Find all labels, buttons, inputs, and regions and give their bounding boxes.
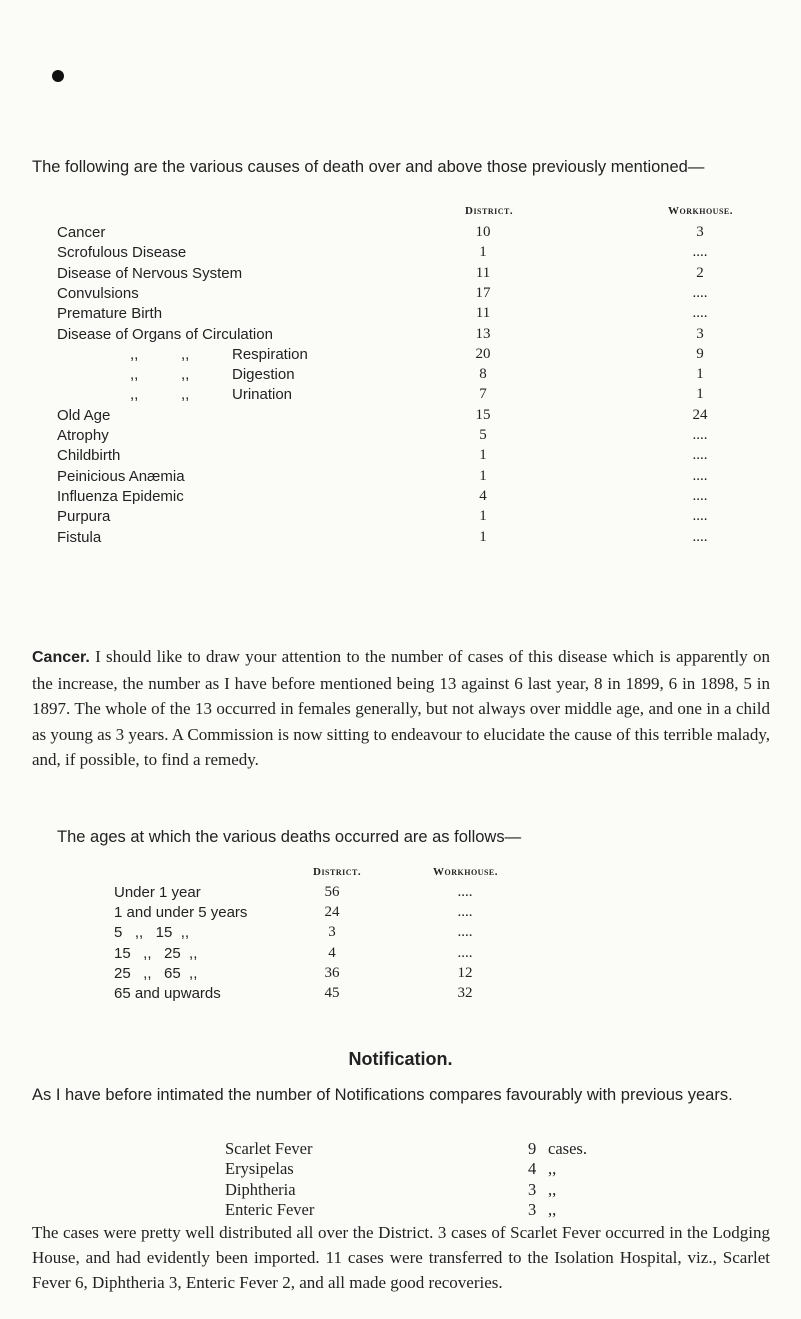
workhouse-value: .... — [692, 487, 708, 504]
case-count: 9 — [528, 1139, 537, 1158]
disease-label: Enteric Fever — [225, 1199, 315, 1219]
disease-label: Erysipelas — [225, 1159, 294, 1179]
notification-intro: As I have before intimated the number of Notifications compares favourably with previous years. — [32, 1086, 733, 1104]
workhouse-value: .... — [457, 944, 473, 961]
table-row — [0, 904, 801, 926]
table-row — [0, 965, 801, 987]
cause-label: Urination — [232, 386, 293, 404]
table-row — [0, 326, 801, 348]
causes-header-workhouse: Workhouse. — [668, 205, 733, 217]
district-value: 1 — [479, 447, 487, 464]
age-label: 65 and upwards — [114, 985, 221, 1002]
cause-label: Childbirth — [57, 447, 121, 465]
workhouse-value: .... — [692, 244, 708, 261]
district-value: 1 — [479, 528, 487, 545]
cause-label: Cancer — [57, 224, 106, 241]
workhouse-value: .... — [692, 427, 708, 443]
workhouse-value: .... — [692, 508, 708, 525]
workhouse-value: 1 — [696, 386, 704, 403]
cancer-paragraph — [32, 644, 770, 773]
ages-intro: The ages at which the various deaths occurred are as follows— — [57, 828, 522, 846]
table-row — [0, 285, 801, 307]
cause-label: Convulsions — [57, 284, 139, 302]
case-unit: cases. — [548, 1139, 587, 1158]
ages-header-workhouse: Workhouse. — [433, 866, 498, 878]
district-value: 5 — [479, 427, 487, 443]
table-row — [0, 305, 801, 327]
case-count: 3 — [528, 1199, 537, 1219]
workhouse-value: 2 — [696, 264, 704, 281]
ditto-mark: ,, — [130, 345, 139, 363]
table-row — [0, 529, 801, 551]
district-value: 10 — [475, 224, 491, 240]
list-item — [0, 1180, 801, 1202]
intro-text: The following are the various causes of death over and above those previously mentioned— — [32, 158, 705, 176]
table-row — [0, 508, 801, 530]
list-item — [0, 1139, 801, 1161]
cause-label: Purpura — [57, 508, 111, 526]
table-row — [0, 224, 801, 246]
district-value: 56 — [324, 884, 340, 900]
table-row — [0, 884, 801, 906]
district-value: 4 — [479, 487, 487, 504]
age-label: Under 1 year — [114, 884, 201, 901]
cause-label: Disease of Organs of Circulation — [57, 325, 273, 343]
cause-label: Digestion — [232, 366, 295, 384]
case-unit: ,, — [548, 1179, 557, 1199]
table-row — [0, 468, 801, 490]
age-label: 15 ,, 25 ,, — [114, 944, 198, 962]
workhouse-value: .... — [457, 924, 473, 941]
table-row — [0, 985, 801, 1007]
district-value: 8 — [479, 366, 487, 383]
workhouse-value: .... — [692, 284, 708, 301]
district-value: 15 — [475, 406, 491, 423]
cause-label: Old Age — [57, 406, 111, 424]
cause-label: Influenza Epidemic — [57, 487, 184, 505]
table-row — [0, 265, 801, 287]
age-label: 1 and under 5 years — [114, 904, 248, 922]
workhouse-value: 1 — [696, 366, 704, 383]
disease-label: Diphtheria — [225, 1179, 296, 1199]
age-label: 5 ,, 15 ,, — [114, 924, 190, 942]
workhouse-value: .... — [692, 447, 708, 464]
ditto-mark: ,, — [130, 386, 139, 404]
workhouse-value: 3 — [696, 325, 704, 342]
workhouse-value: .... — [692, 467, 708, 484]
table-row — [0, 366, 801, 388]
ditto-mark: ,, — [181, 366, 190, 384]
district-value: 11 — [475, 264, 491, 281]
age-label: 25 ,, 65 ,, — [114, 964, 198, 982]
workhouse-value: 24 — [692, 406, 708, 423]
table-row — [0, 407, 801, 429]
case-count: 3 — [528, 1179, 537, 1199]
table-row — [0, 244, 801, 266]
list-item — [0, 1159, 801, 1181]
ink-blot — [52, 70, 64, 82]
table-row — [0, 447, 801, 469]
district-value: 45 — [324, 985, 340, 1001]
cause-label: Premature Birth — [57, 305, 163, 323]
workhouse-value: .... — [457, 884, 473, 900]
table-row — [0, 427, 801, 449]
cancer-lead: Cancer. — [32, 649, 90, 666]
district-value: 11 — [475, 305, 491, 322]
table-row — [0, 386, 801, 408]
ditto-mark: ,, — [181, 345, 190, 363]
cause-label: Respiration — [232, 345, 308, 363]
cause-label: Fistula — [57, 528, 102, 546]
workhouse-value: 12 — [457, 964, 473, 981]
ages-header-district: District. — [313, 866, 362, 878]
cause-label: Peinicious Anæmia — [57, 467, 185, 485]
disease-label: Scarlet Fever — [225, 1139, 313, 1158]
district-value: 20 — [475, 345, 491, 362]
table-row — [0, 488, 801, 510]
table-row — [0, 945, 801, 967]
workhouse-value: .... — [692, 305, 708, 322]
workhouse-value: 9 — [696, 345, 704, 362]
workhouse-value: 3 — [696, 224, 704, 240]
district-value: 36 — [324, 964, 340, 981]
district-value: 24 — [324, 904, 340, 921]
district-value: 1 — [479, 467, 487, 484]
district-value: 13 — [475, 325, 491, 342]
ditto-mark: ,, — [181, 386, 190, 404]
notification-closing: The cases were pretty well distributed all over the District. 3 cases of Scarlet Fever occurred in the Lodging House, and had evidently been imported. 11 cases were transferred to the Isolation Hospital, viz., Scarlet Fever 6, Diphtheria 3, Enteric Fever 2, and all made good recoveries. — [32, 1223, 770, 1292]
causes-header-district: District. — [465, 205, 514, 217]
district-value: 17 — [475, 284, 491, 301]
case-unit: ,, — [548, 1159, 557, 1179]
table-row — [0, 346, 801, 368]
table-row — [0, 924, 801, 946]
workhouse-value: 32 — [457, 985, 473, 1001]
ditto-mark: ,, — [130, 366, 139, 384]
case-unit: ,, — [548, 1199, 557, 1219]
notification-title: Notification. — [348, 1049, 453, 1069]
district-value: 4 — [328, 944, 336, 961]
district-value: 3 — [328, 924, 336, 941]
district-value: 1 — [479, 244, 487, 261]
workhouse-value: .... — [457, 904, 473, 921]
cause-label: Scrofulous Disease — [57, 244, 187, 262]
district-value: 7 — [479, 386, 487, 403]
cause-label: Disease of Nervous System — [57, 264, 243, 282]
list-item — [0, 1200, 801, 1222]
cause-label: Atrophy — [57, 427, 109, 444]
workhouse-value: .... — [692, 528, 708, 545]
case-count: 4 — [528, 1159, 537, 1179]
cancer-text: I should like to draw your attention to the number of cases of this disease which is apparently on the increase, the number as I have before mentioned being 13 against 6 last year, 8 in 1899, 6 in 1898, 5 in 1897. The whole of the 13 occurred in females generally, but not always over middle age, and one in a child as young as 3 years. A Commission is now sitting to endeavour to elucidate the cause of this terrible malady, and, if possible, to find a remedy. — [32, 647, 770, 769]
district-value: 1 — [479, 508, 487, 525]
